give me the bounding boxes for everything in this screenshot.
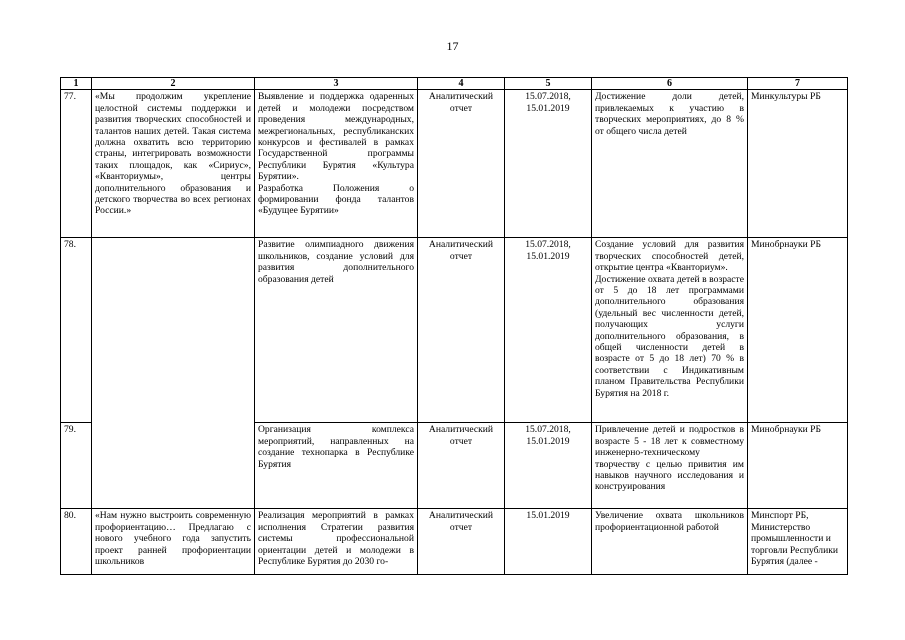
measure-paragraph: Развитие олимпиадного движения школьников, создание условий для развития дополнительного образования детей bbox=[258, 239, 414, 285]
report-form-text: Аналитический отчет bbox=[428, 510, 494, 533]
deadline-date: 15.01.2019 bbox=[526, 510, 570, 522]
deadline-date: 15.01.2019 bbox=[526, 435, 570, 447]
deadline-date: 15.01.2019 bbox=[526, 102, 570, 114]
measure-cell bbox=[255, 90, 418, 238]
expected-result-cell bbox=[592, 90, 748, 238]
responsible-cell: Минкультуры РБ bbox=[748, 90, 848, 238]
measure-cell bbox=[255, 238, 418, 423]
result-paragraph: Привлечение детей и подростков в возрасте 5 - 18 лет к совместному инженерно-техническому творчеству с целью привития им навыков научного исследования и конструирования bbox=[595, 424, 744, 493]
column-header: 2 bbox=[92, 78, 255, 90]
president-quote-cell-merged bbox=[92, 238, 255, 509]
president-quote-text: «Нам нужно выстроить современную профориентацию… Предлагаю с нового учебного года запустить проект ранней профориентации школьников bbox=[95, 510, 251, 568]
measure-paragraph: Организация комплекса мероприятий, направленных на создание технопарка в Республике Бурятия bbox=[258, 424, 414, 470]
deadline-cell bbox=[505, 423, 592, 509]
responsible-cell: Минобрнауки РБ bbox=[748, 423, 848, 509]
measure-paragraph: Разработка Положения о формировании фонда талантов «Будущее Бурятии» bbox=[258, 182, 414, 217]
president-quote-cell bbox=[92, 509, 255, 575]
responsible-cell: Минобрнауки РБ bbox=[748, 238, 848, 423]
result-paragraph: Достижение доли детей, привлекаемых к участию в творческих мероприятиях, до 8 % от общего числа детей bbox=[595, 91, 744, 137]
column-header: 7 bbox=[748, 78, 848, 90]
responsible-cell bbox=[748, 509, 848, 575]
result-paragraph: Создание условий для развития творческих способностей детей, открытие центра «Кванториум». bbox=[595, 239, 744, 274]
result-paragraph: Увеличение охвата школьников профориентационной работой bbox=[595, 510, 744, 533]
result-paragraph: Достижение охвата детей в возрасте от 5 до 18 лет программами дополнительного образования (удельный вес численности детей, получающих услуги дополнительного образования, в общей численности детей в возрасте от 5 до 18 лет) 70 % в соответствии с Индикативным планом Правительства Республики Бурятия на 2018 г. bbox=[595, 273, 744, 399]
table-row bbox=[61, 509, 848, 575]
measure-paragraph: Выявление и поддержка одаренных детей и молодежи посредством проведения международных, межрегиональных, республиканских конкурсов и фестивалей в рамках Государственной программы Республики Бурятия «Культура Бурятии». bbox=[258, 91, 414, 183]
report-form-cell: Аналитический отчет bbox=[418, 238, 505, 423]
responsible-text: Минспорт РБ, Министерство промышленности и торговли Республики Бурятия (далее - bbox=[751, 510, 839, 568]
column-header: 5 bbox=[505, 78, 592, 90]
expected-result-cell bbox=[592, 509, 748, 575]
expected-result-cell bbox=[592, 423, 748, 509]
deadline-cell bbox=[505, 238, 592, 423]
column-header: 4 bbox=[418, 78, 505, 90]
row-number: 77. bbox=[61, 90, 92, 238]
row-number: 78. bbox=[61, 238, 92, 423]
row-number: 79. bbox=[61, 423, 92, 509]
deadline-date: 15.07.2018, bbox=[525, 424, 571, 436]
column-header: 6 bbox=[592, 78, 748, 90]
report-form-cell: Аналитический отчет bbox=[418, 423, 505, 509]
action-plan-table bbox=[60, 77, 848, 575]
deadline-date: 15.01.2019 bbox=[526, 250, 570, 262]
measure-paragraph: Реализация мероприятий в рамках исполнения Стратегии развития системы профессиональной ориентации детей и молодежи в Республике Бурятия до 2030 го- bbox=[258, 510, 414, 568]
deadline-date: 15.07.2018, bbox=[525, 91, 571, 103]
report-form-cell: Аналитический отчет bbox=[418, 90, 505, 238]
column-header: 3 bbox=[255, 78, 418, 90]
report-form-cell bbox=[418, 509, 505, 575]
deadline-cell bbox=[505, 90, 592, 238]
table-header-row bbox=[61, 78, 848, 90]
expected-result-cell bbox=[592, 238, 748, 423]
deadline-cell bbox=[505, 509, 592, 575]
deadline-date: 15.07.2018, bbox=[525, 239, 571, 251]
table-row bbox=[61, 238, 848, 423]
table-row bbox=[61, 90, 848, 238]
measure-cell bbox=[255, 509, 418, 575]
column-header: 1 bbox=[61, 78, 92, 90]
page-number: 17 bbox=[446, 39, 459, 53]
president-quote-cell: «Мы продолжим укрепление целостной системы поддержки и развития творческих способностей и талантов наших детей. Такая система должна охватить всю территорию страны, интегрировать возможности таких площадок, как «Сириус», «Кванториумы», центры дополнительного образования и детского творчества во всех регионах России.» bbox=[92, 90, 255, 238]
row-number: 80. bbox=[61, 509, 92, 575]
measure-cell bbox=[255, 423, 418, 509]
